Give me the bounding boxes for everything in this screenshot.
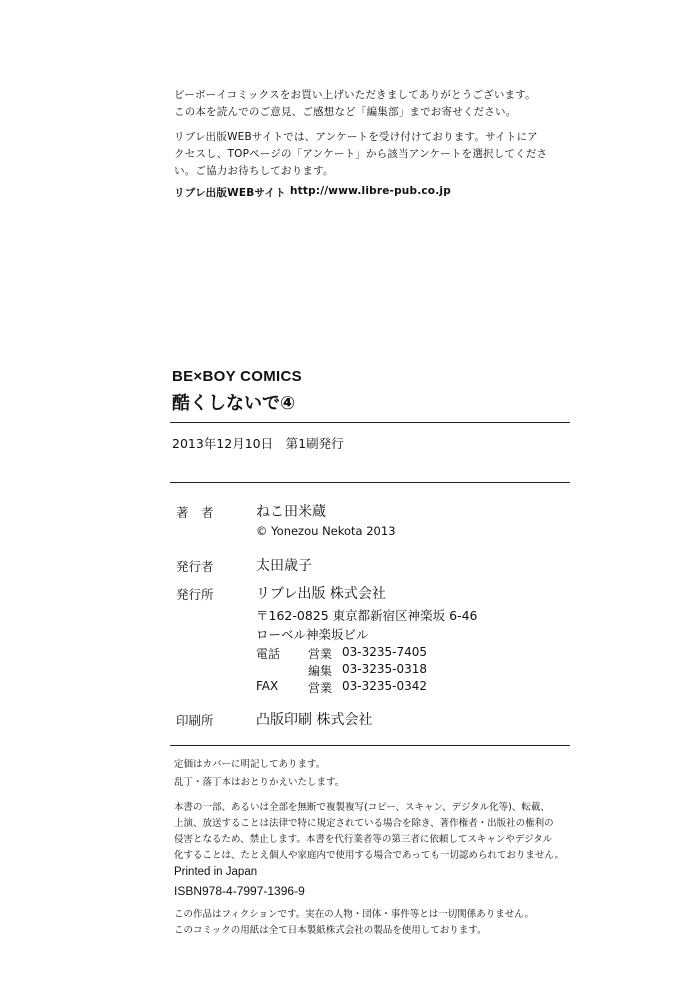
- fax-number: 03-3235-0342: [342, 679, 428, 693]
- address-line-1: 〒162-0825 東京都新宿区神楽坂 6-46: [256, 608, 478, 623]
- author-name: ねこ田米蔵: [256, 504, 326, 520]
- copyright: © Yonezou Nekota 2013: [256, 524, 396, 538]
- intro-line-5: い。ご協力お待ちしております。: [174, 165, 334, 177]
- sales-label: 営業: [308, 647, 333, 661]
- title-rule: [170, 422, 570, 423]
- copyright-note-4: 化することは、たとえ個人や家庭内で使用する場合であっても一切認められておりません。: [174, 850, 564, 861]
- credits-rule: [170, 745, 570, 746]
- series-name: BE×BOY COMICS: [172, 368, 302, 385]
- intro-line-1: ビーボーイコミックスをお買い上げいただきましてありがとうございます。: [174, 89, 536, 101]
- fiction-note: この作品はフィクションです。実在の人物・団体・事件等とは一切関係ありません。: [174, 909, 534, 920]
- site-url[interactable]: http://www.libre-pub.co.jp: [290, 185, 451, 197]
- copyright-note-3: 侵害となるため、禁止します。本書を代行業者等の第三者に依頼してスキャンやデジタル: [174, 834, 553, 845]
- intro-line-2: この本を読んでのご意見、ご感想など「編集部」までお寄せください。: [174, 106, 517, 118]
- fax-sales-label: 営業: [308, 681, 333, 695]
- site-label: リブレ出版WEBサイト: [174, 187, 286, 199]
- publisher-label: 発行所: [176, 587, 214, 602]
- intro-line-4: クセスし、TOPページの「アンケート」から該当アンケートを選択してくださ: [174, 148, 548, 160]
- issuer-label: 発行者: [176, 559, 214, 574]
- editorial-number: 03-3235-0318: [342, 662, 428, 676]
- date-rule: [170, 482, 570, 483]
- price-note: 定価はカバーに明記してあります。: [174, 759, 326, 770]
- copyright-note-1: 本書の一部、あるいは全部を無断で複製複写(コピー、スキャン、デジタル化等)、転載、: [174, 802, 550, 813]
- book-title: 酷くしないで④: [172, 393, 296, 414]
- issuer-name: 太田歳子: [256, 558, 312, 574]
- printer-name: 凸版印刷 株式会社: [256, 712, 373, 728]
- isbn: ISBN978-4-7997-1396-9: [174, 884, 305, 898]
- fax-label: FAX: [256, 679, 279, 693]
- phone-label: 電話: [256, 647, 281, 661]
- editorial-label: 編集: [308, 664, 333, 678]
- printed-in-japan: Printed in Japan: [174, 866, 258, 878]
- intro-line-3: リブレ出版WEBサイトでは、アンケートを受け付けております。サイトにア: [174, 131, 538, 143]
- author-label: 著 者: [176, 505, 214, 520]
- publication-date: 2013年12月10日 第1刷発行: [172, 436, 344, 451]
- sales-number: 03-3235-7405: [342, 645, 428, 659]
- copyright-note-2: 上演、放送することは法律で特に規定されている場合を除き、著作権者・出版社の権利の: [174, 818, 554, 829]
- paper-note: このコミックの用紙は全て日本製紙株式会社の製品を使用しております。: [174, 925, 487, 936]
- publisher-name: リブレ出版 株式会社: [256, 586, 386, 602]
- defect-note: 乱丁・落丁本はおとりかえいたします。: [174, 777, 345, 788]
- printer-label: 印刷所: [176, 713, 214, 728]
- address-line-2: ローベル神楽坂ビル: [256, 627, 369, 642]
